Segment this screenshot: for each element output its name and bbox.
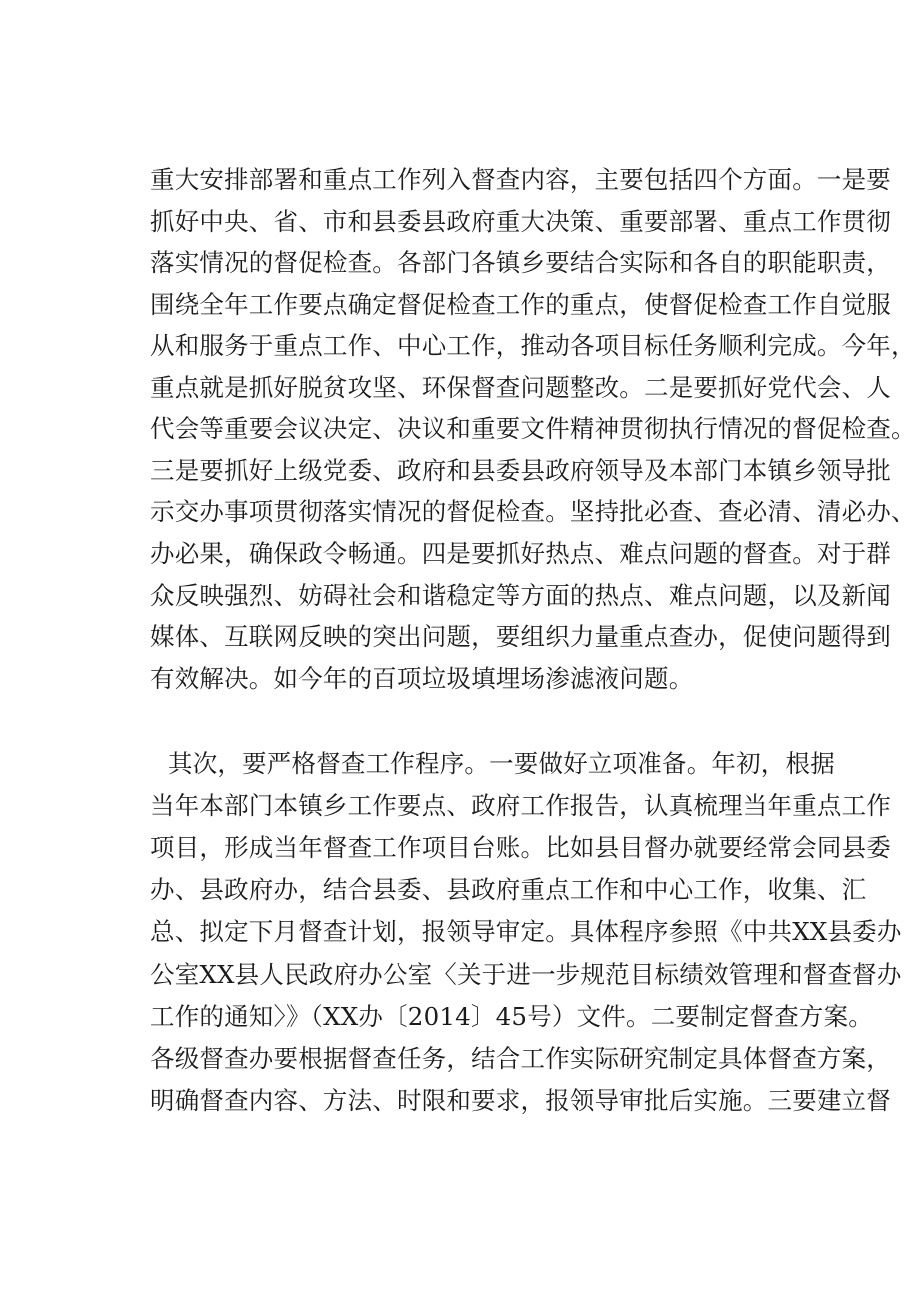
- paragraph-2-line: 项目，形成当年督查工作项目台账。比如县目督办就要经常会同县委: [150, 833, 891, 863]
- paragraph-2-line: 当年本部门本镇乡工作要点、政府工作报告，认真梳理当年重点工作: [150, 791, 891, 821]
- paragraph-1-line: 三是要抓好上级党委、政府和县委县政府领导及本部门本镇乡领导批: [150, 455, 891, 485]
- paragraph-1-line: 落实情况的督促检查。各部门各镇乡要结合实际和各自的职能职责，: [150, 248, 891, 278]
- paragraph-1-line: 媒体、互联网反映的突出问题，要组织力量重点查办，促使问题得到: [150, 622, 891, 652]
- paragraph-1-line: 众反映强烈、妨碍社会和谐稳定等方面的热点、难点问题，以及新闻: [150, 580, 891, 610]
- paragraph-2-line: 各级督查办要根据督查任务，结合工作实际研究制定具体督查方案，: [150, 1043, 891, 1073]
- paragraph-2-line: 工作的通知〉》（XX办〔2014〕45号）文件。二要制定督查方案。: [150, 1001, 874, 1031]
- paragraph-1-line: 抓好中央、省、市和县委县政府重大决策、重要部署、重点工作贯彻: [150, 206, 891, 236]
- paragraph-2-line: 公室XX县人民政府办公室〈关于进一步规范目标绩效管理和督查督办: [150, 959, 902, 989]
- paragraph-1-line: 有效解决。如今年的百项垃圾填埋场渗滤液问题。: [150, 663, 694, 693]
- paragraph-1-line: 从和服务于重点工作、中心工作，推动各项目标任务顺利完成。今年，: [150, 331, 916, 361]
- paragraph-2-line: 办、县政府办，结合县委、县政府重点工作和中心工作，收集、汇: [150, 875, 867, 905]
- paragraph-1-line: 重点就是抓好脱贫攻坚、环保督查问题整改。二是要抓好党代会、人: [150, 372, 891, 402]
- paragraph-2-line: 总、拟定下月督查计划，报领导审定。具体程序参照《中共XX县委办: [150, 917, 902, 947]
- paragraph-1-line: 代会等重要会议决定、决议和重要文件精神贯彻执行情况的督促检查。: [150, 414, 916, 444]
- paragraph-2-line: 明确督查内容、方法、时限和要求，报领导审批后实施。三要建立督: [150, 1085, 891, 1115]
- paragraph-1-line: 重大安排部署和重点工作列入督查内容，主要包括四个方面。一是要: [150, 165, 891, 194]
- paragraph-1-line: 示交办事项贯彻落实情况的督促检查。坚持批必查、查必清、清必办、: [150, 497, 916, 527]
- paragraph-2-line: 其次，要严格督查工作程序。一要做好立项准备。年初，根据: [168, 749, 835, 778]
- paragraph-1-line: 围绕全年工作要点确定督促检查工作的重点，使督促检查工作自觉服: [150, 289, 891, 319]
- paragraph-1-line: 办必果，确保政令畅通。四是要抓好热点、难点问题的督查。对于群: [150, 538, 891, 568]
